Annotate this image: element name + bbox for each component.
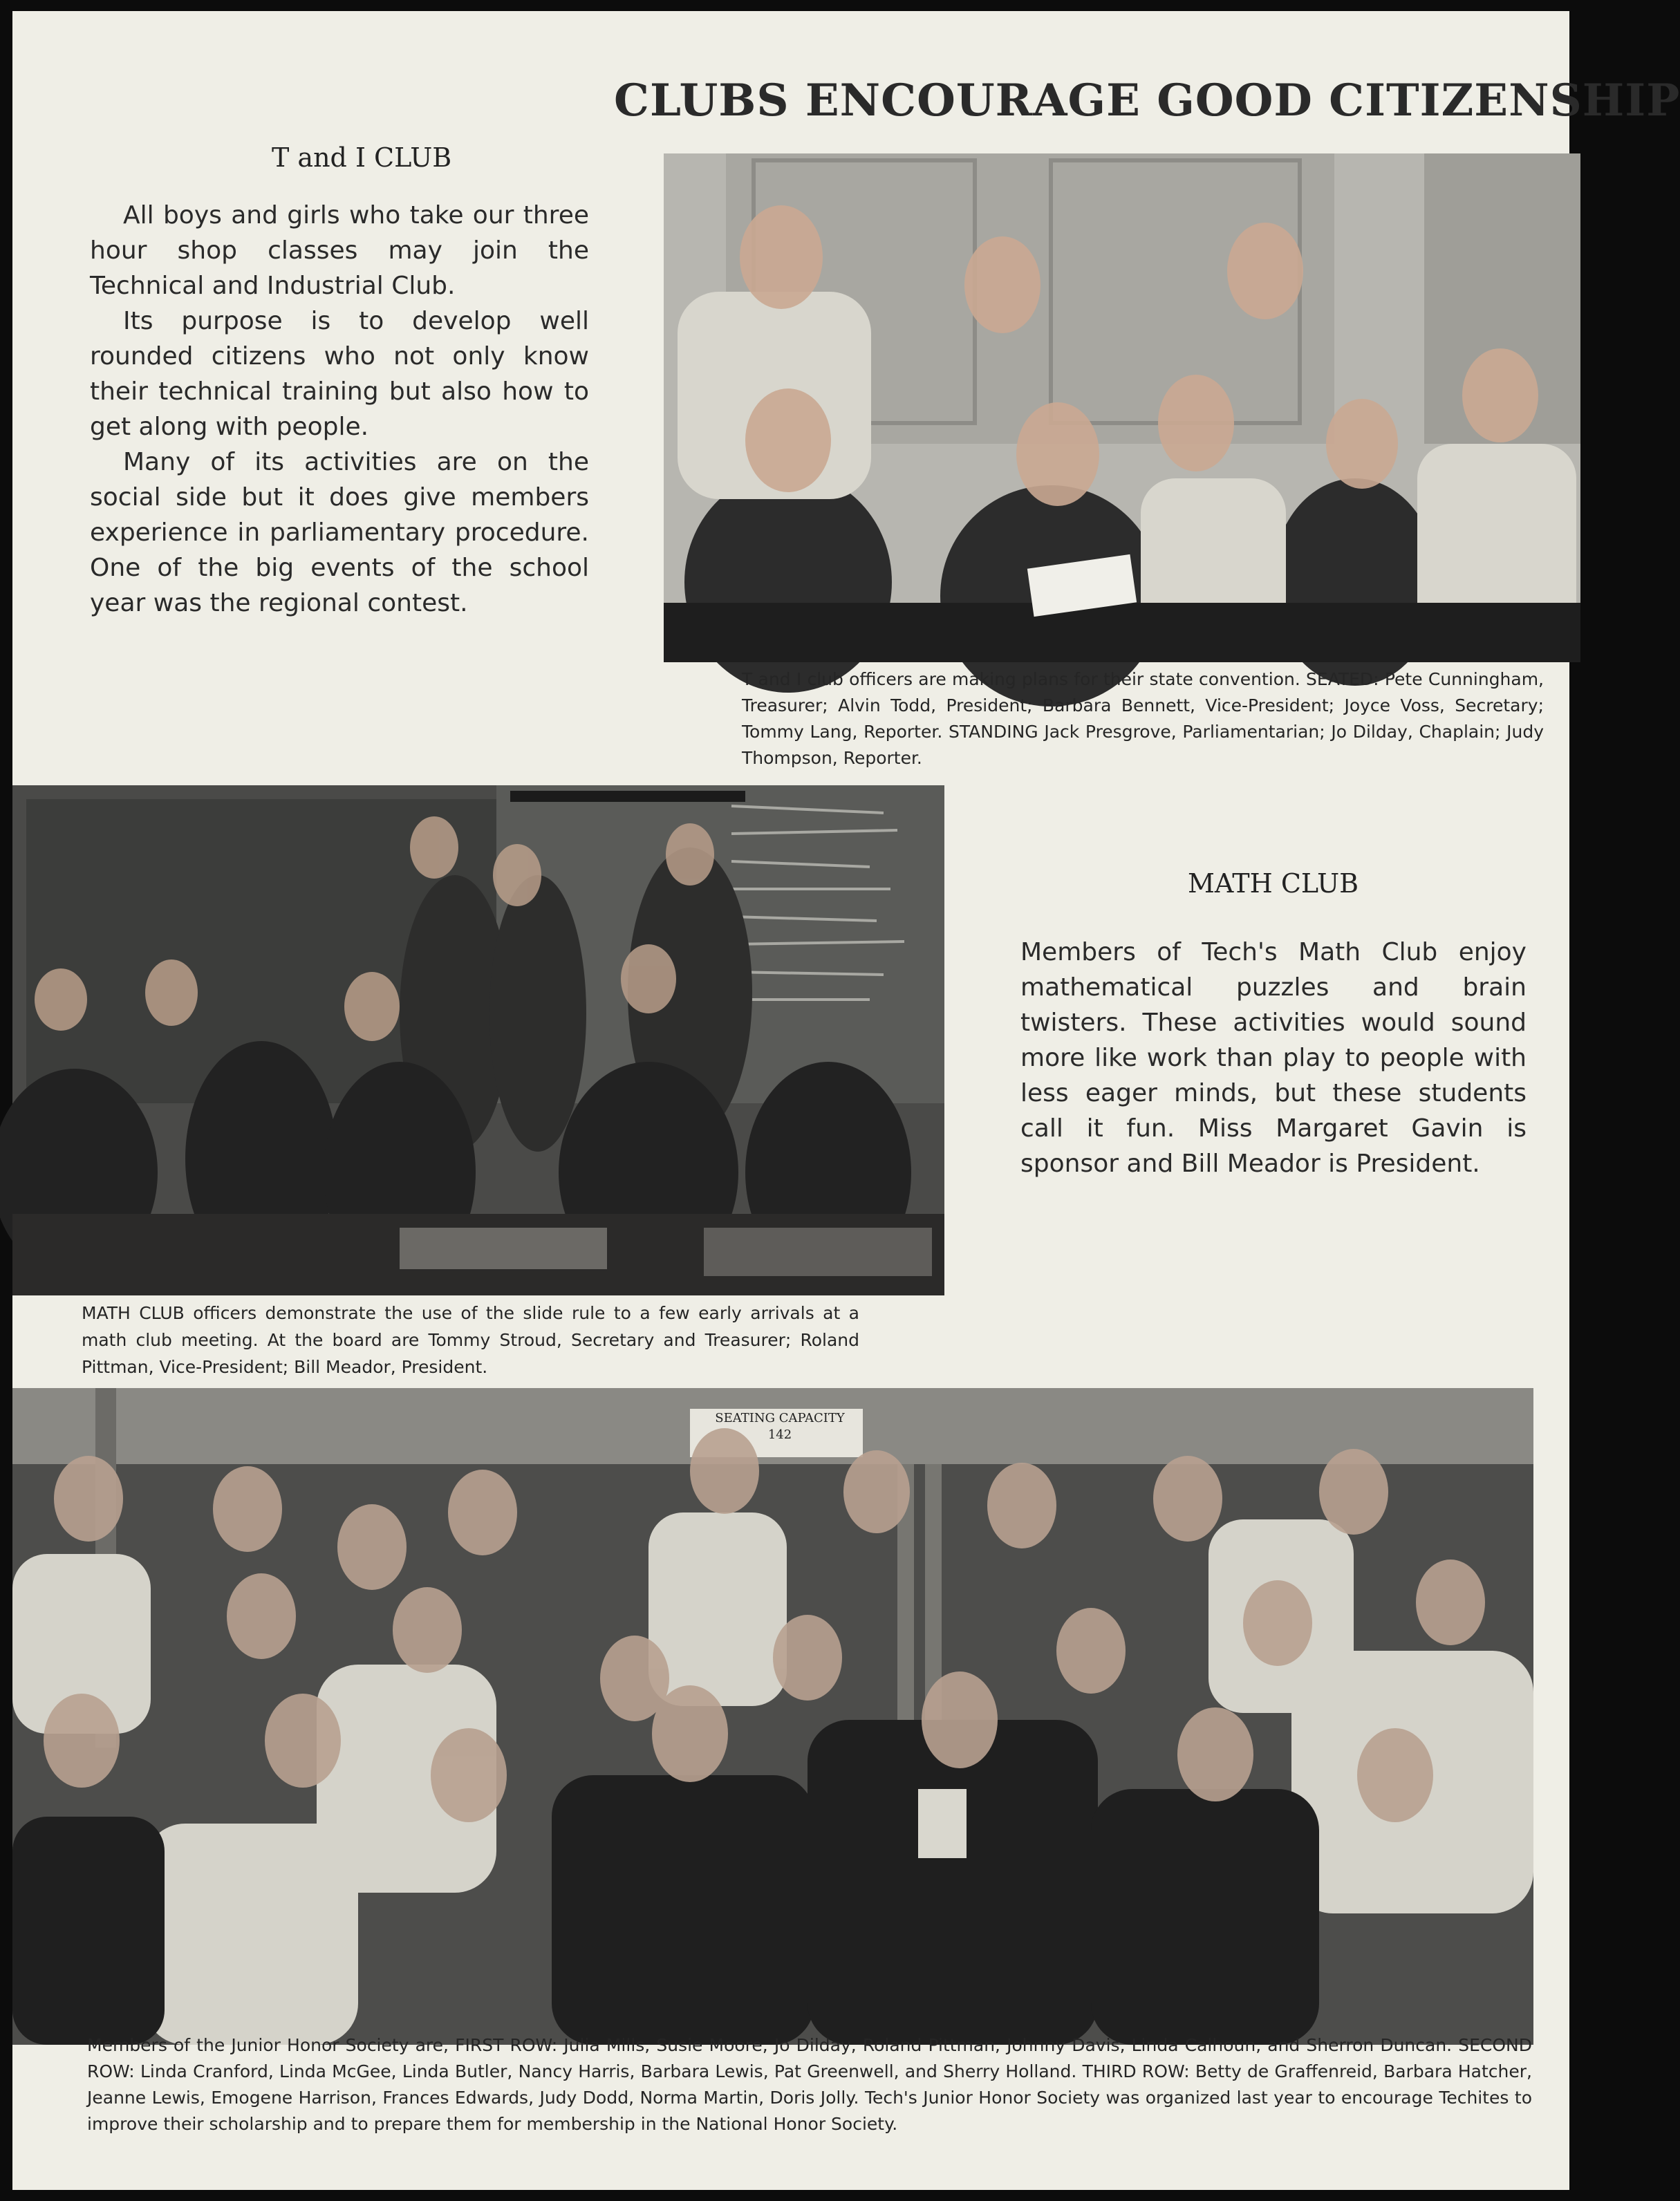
honor-society-photo — [12, 1388, 1533, 2045]
page-headline: CLUBS ENCOURAGE GOOD CITIZENSHIP — [614, 75, 1680, 127]
tandi-paragraph: Many of its activities are on the social side but it does give members experience in parliamentary procedure. One of the big events of the school year was the regional contest. — [90, 448, 589, 617]
tandi-photo-caption: T and I club officers are making plans for their state convention. SEATED: Pete Cunningham, Treasurer; Alvin Todd, President; Barbara Bennett, Vice-President; Joyce Voss, Secretary; Tommy Lang, Reporter. STANDING Jack Presgrove, Parliamentarian; Jo Dilday, Chaplain; Judy Thompson, Reporter. — [742, 669, 1544, 768]
tandi-officers-photo — [664, 153, 1580, 662]
tandi-club-text — [90, 198, 589, 621]
tandi-paragraph: All boys and girls who take our three hour shop classes may join the Technical and Industrial Club. — [90, 201, 589, 300]
math-club-title: MATH CLUB — [1188, 868, 1359, 899]
math-club-photo — [12, 785, 944, 1295]
math-photo-caption: MATH CLUB officers demonstrate the use of the slide rule to a few early arrivals at a math club meeting. At the board are Tommy Stroud, Secretary and Treasurer; Roland Pittman, Vice-President; Bill Meador, President. — [82, 1303, 859, 1377]
tandi-paragraph: Its purpose is to develop well rounded citizens who not only know their technical training but also how to get along with people. — [90, 307, 589, 441]
seating-capacity-sign: SEATING CAPACITY 142 — [715, 1411, 845, 1442]
honor-society-caption: Members of the Junior Honor Society are, FIRST ROW: Julia Mills, Susie Moore, Jo Dilday, Roland Pittman, Johnny Davis, Linda Calhoun, and Sherron Duncan. SECOND ROW: Linda Cranford, Linda McGee, Linda Butler, Nancy Harris, Barbara Lewis, Pat Greenwell, and Sherry Holland. THIRD ROW: Betty de Graffenreid, Barbara Hatcher, Jeanne Lewis, Emogene Harrison, Frances Edwards, Judy Dodd, Norma Martin, Doris Jolly. Tech's Junior Honor Society was organized last year to encourage Techites to improve their scholarship and to prepare them for membership in the National Honor Society. — [87, 2035, 1532, 2134]
math-club-text: Members of Tech's Math Club enjoy mathematical puzzles and brain twisters. These activities would sound more like work than play to people with less eager minds, but these students call it fun. Miss Margaret Gavin is sponsor and Bill Meador is President. — [1020, 938, 1527, 1178]
yearbook-page — [12, 11, 1680, 2190]
tandi-club-title: T and I CLUB — [272, 142, 452, 173]
